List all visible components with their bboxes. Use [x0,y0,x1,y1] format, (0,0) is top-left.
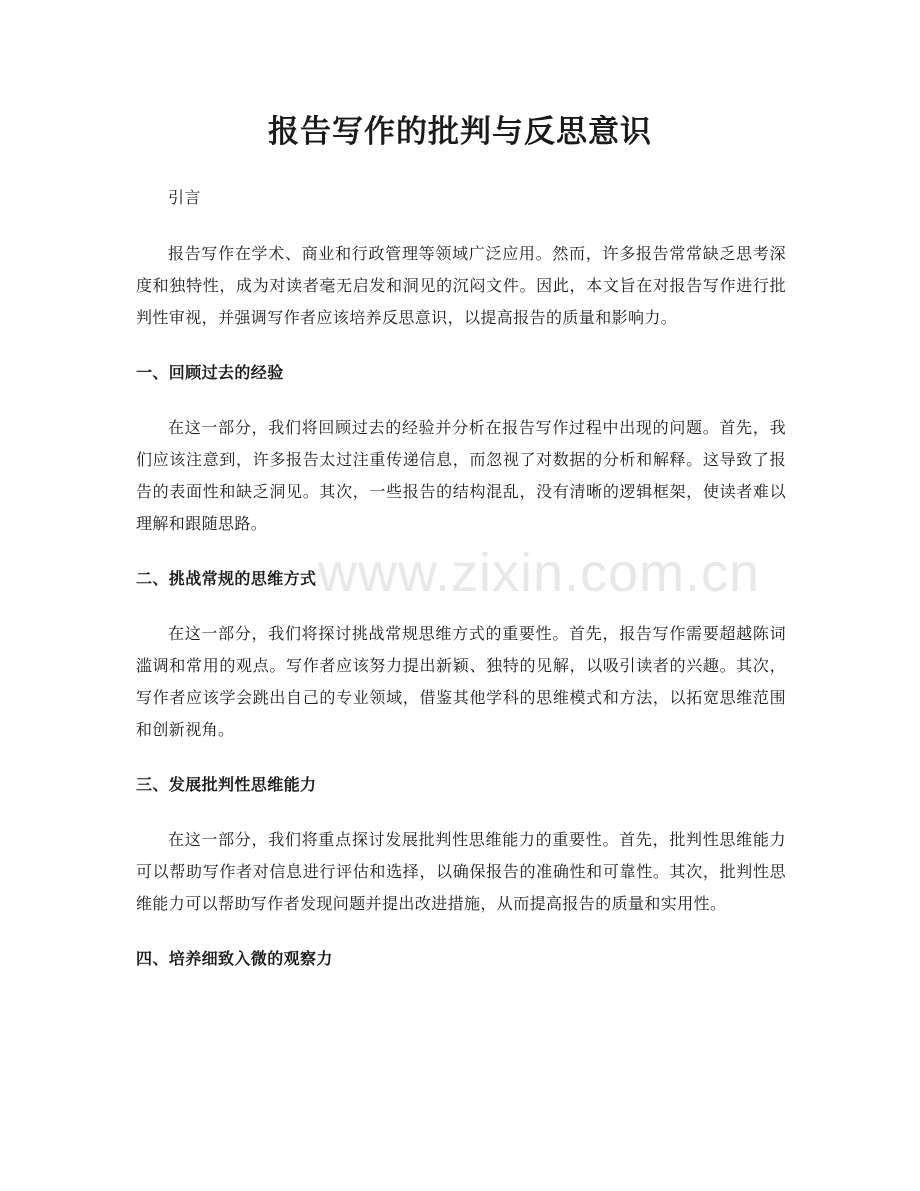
document-body [136,182,786,998]
section-paragraph-1: 在这一部分，我们将回顾过去的经验并分析在报告写作过程中出现的问题。首先，我们应该注意到，许多报告太过注重传递信息，而忽视了对数据的分析和解释。这导致了报告的表面性和缺乏洞见。其次，一些报告的结构混乱，没有清晰的逻辑框架，使读者难以理解和跟随思路。 [136,418,786,533]
document-title: 报告写作的批判与反思意识 [268,114,652,150]
watermark: www.zixin.com.cn [318,543,761,603]
section-heading-2: 二、挑战常规的思维方式 [136,569,317,588]
intro-label: 引言 [168,188,201,207]
intro-paragraph: 报告写作在学术、商业和行政管理等领域广泛应用。然而，许多报告常常缺乏思考深度和独特性，成为对读者毫无启发和洞见的沉闷文件。因此，本文旨在对报告写作进行批判性审视，并强调写作者应该培养反思意识，以提高报告的质量和影响力。 [136,244,786,327]
section-heading-1: 一、回顾过去的经验 [136,363,284,382]
section-heading-3: 三、发展批判性思维能力 [136,775,317,794]
section-paragraph-3: 在这一部分，我们将重点探讨发展批判性思维能力的重要性。首先，批判性思维能力可以帮助写作者对信息进行评估和选择，以确保报告的准确性和可靠性。其次，批判性思维能力可以帮助写作者发现问题并提出改进措施，从而提高报告的质量和实用性。 [136,830,786,913]
section-paragraph-2: 在这一部分，我们将探讨挑战常规思维方式的重要性。首先，报告写作需要超越陈词滥调和常用的观点。写作者应该努力提出新颖、独特的见解，以吸引读者的兴趣。其次，写作者应该学会跳出自己的专业领域，借鉴其他学科的思维模式和方法，以拓宽思维范围和创新视角。 [136,624,786,739]
section-heading-4: 四、培养细致入微的观察力 [136,949,333,968]
